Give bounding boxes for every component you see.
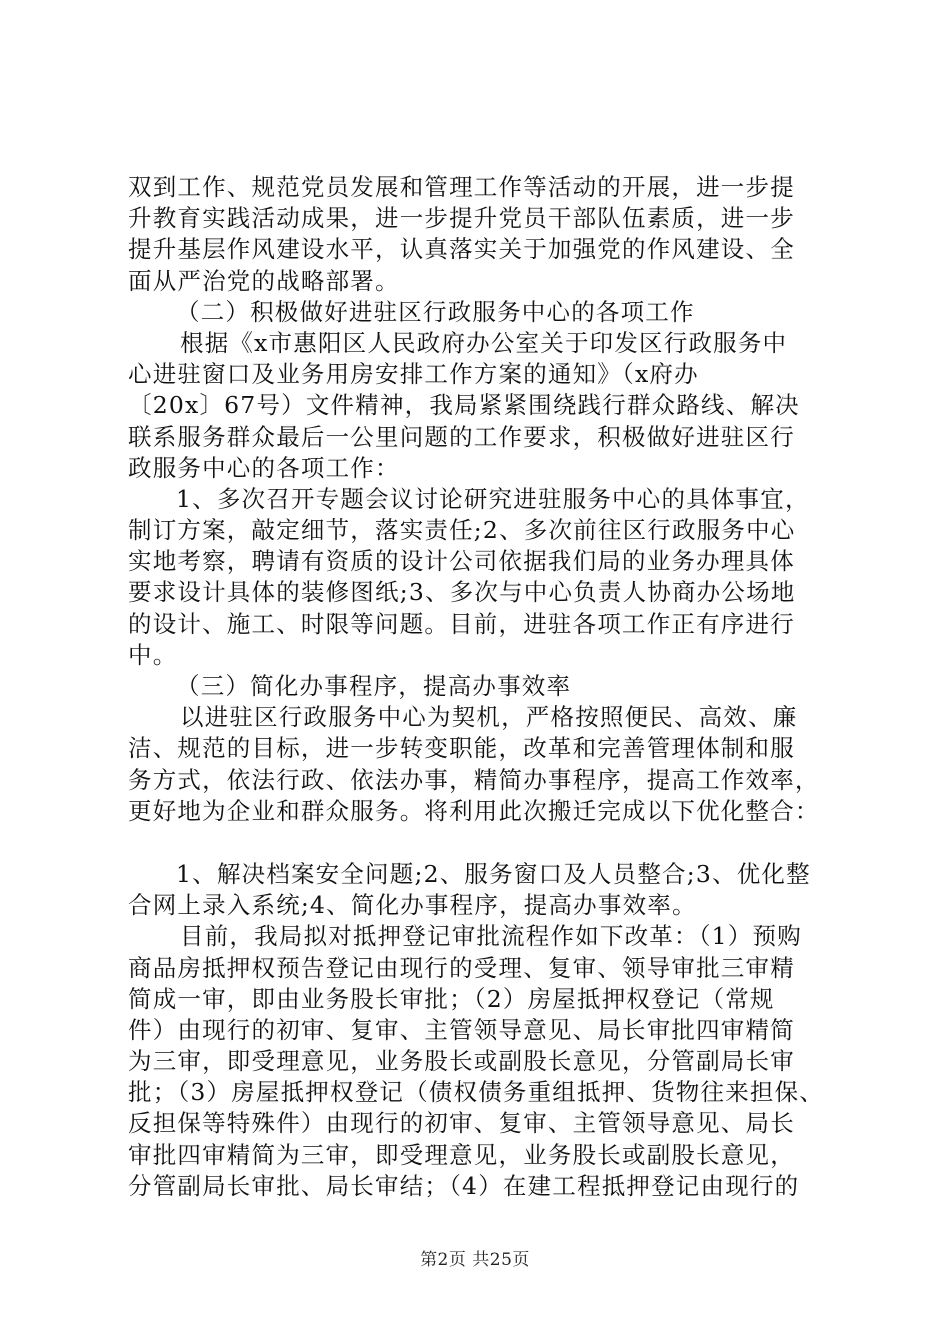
paragraph-4 — [128, 702, 832, 827]
text-line: 目前，我局拟对抵押登记审批流程作如下改革：（1）预购 — [180, 922, 802, 951]
paragraph-6 — [128, 921, 832, 1202]
text-line: 升教育实践活动成果，进一步提升党员干部队伍素质，进一步 — [128, 204, 795, 233]
text-line: 分管副局长审批、局长审结；（4）在建工程抵押登记由现行的 — [128, 1171, 800, 1200]
text-line: 商品房抵押权预告登记由现行的受理、复审、领导审批三审精 — [128, 953, 795, 982]
text-line: 批；（3）房屋抵押权登记（债权债务重组抵押、货物往来担保、 — [128, 1078, 825, 1107]
document-body — [128, 172, 832, 1202]
text-line: 双到工作、规范党员发展和管理工作等活动的开展，进一步提 — [128, 173, 795, 201]
text-line: 更好地为企业和群众服务。将利用此次搬迁完成以下优化整合： — [128, 796, 820, 825]
text-line: 要求设计具体的装修图纸;3、多次与中心负责人协商办公场地 — [128, 578, 796, 607]
text-line: 审批四审精简为三审，即受理意见，业务股长或副股长意见， — [128, 1140, 795, 1169]
paragraph-5 — [128, 859, 832, 921]
text-line: 洁、规范的目标，进一步转变职能，改革和完善管理体制和服 — [128, 734, 795, 763]
text-line: 政服务中心的各项工作： — [128, 453, 400, 482]
text-line: 面从严治党的战略部署。 — [128, 266, 400, 295]
text-line: 中。 — [128, 640, 178, 669]
section-heading-2: （二）积极做好进驻区行政服务中心的各项工作 — [176, 297, 695, 326]
text-line: 实地考察，聘请有资质的设计公司依据我们局的业务办理具体 — [128, 547, 795, 576]
text-line: 提升基层作风建设水平，认真落实关于加强党的作风建设、全 — [128, 235, 795, 264]
text-line: 〔20x〕67号）文件精神，我局紧紧围绕践行群众路线、解决 — [128, 391, 800, 420]
paragraph-1 — [128, 172, 832, 297]
text-line: 心进驻窗口及业务用房安排工作方案的通知》（x府办 — [128, 360, 699, 389]
text-line: 联系服务群众最后一公里问题的工作要求，积极做好进驻区行 — [128, 422, 795, 451]
text-line: 务方式，依法行政、依法办事，精简办事程序，提高工作效率， — [128, 765, 820, 794]
text-line: 1、多次召开专题会议讨论研究进驻服务中心的具体事宜， — [176, 484, 810, 513]
text-line: 的设计、施工、时限等问题。目前，进驻各项工作正有序进行 — [128, 609, 795, 638]
paragraph-gap — [128, 827, 832, 859]
text-line: 以进驻区行政服务中心为契机，严格按照便民、高效、廉 — [180, 703, 798, 732]
paragraph-3 — [128, 484, 832, 671]
text-line: 简成一审，即由业务股长审批；（2）房屋抵押权登记（常规 — [128, 984, 775, 1013]
text-line: 制订方案，敲定细节，落实责任;2、多次前往区行政服务中心 — [128, 516, 796, 545]
text-line: 1、解决档案安全问题;2、服务窗口及人员整合;3、优化整 — [176, 859, 811, 888]
text-line: 反担保等特殊件）由现行的初审、复审、主管领导意见、局长 — [128, 1109, 795, 1138]
text-line: 为三审，即受理意见，业务股长或副股长意见，分管副局长审 — [128, 1047, 795, 1076]
text-line: 根据《x市惠阳区人民政府办公室关于印发区行政服务中 — [180, 328, 788, 357]
section-heading-3: （三）简化办事程序，提高办事效率 — [176, 672, 572, 700]
paragraph-2 — [128, 328, 832, 484]
page-footer: 第2页 共25页 — [420, 1250, 530, 1270]
text-line: 件）由现行的初审、复审、主管领导意见、局长审批四审精简 — [128, 1015, 795, 1044]
text-line: 合网上录入系统;4、简化办事程序，提高办事效率。 — [128, 891, 697, 920]
